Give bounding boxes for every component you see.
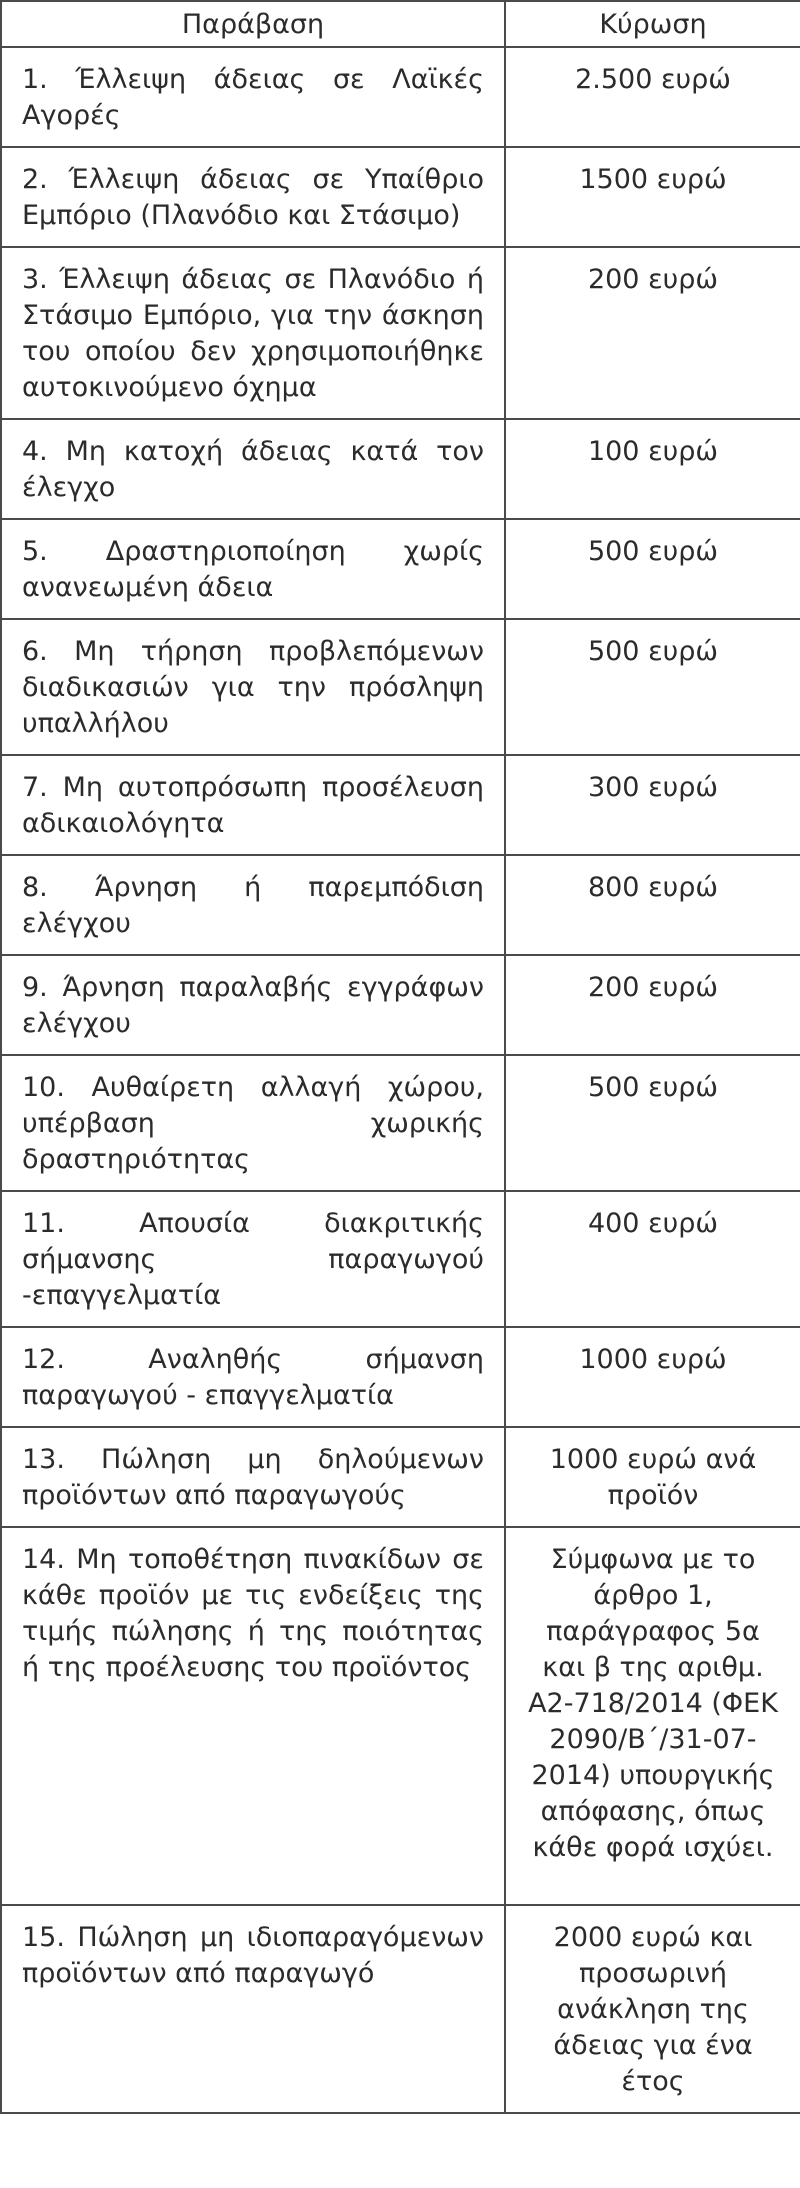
penalty-cell: 400 ευρώ xyxy=(505,1191,800,1327)
violation-cell xyxy=(1,955,505,1055)
row-number: 9. xyxy=(22,972,48,1003)
row-number: 6. xyxy=(22,636,48,667)
violation-cell xyxy=(1,247,505,419)
table-row xyxy=(1,1055,800,1191)
violation-text: Άρνηση ή παρεμπόδιση ελέγχου xyxy=(22,872,484,939)
violation-cell xyxy=(1,1427,505,1527)
header-violation: Παράβαση xyxy=(1,1,505,47)
table-row xyxy=(1,1191,800,1327)
violation-text: Έλλειψη άδειας σε Υπαίθριο Εμπόριο (Πλανόδιο και Στάσιμο) xyxy=(22,164,484,231)
violation-cell xyxy=(1,1055,505,1191)
row-number: 5. xyxy=(22,536,48,567)
header-penalty: Κύρωση xyxy=(505,1,800,47)
table-row xyxy=(1,1427,800,1527)
table-row xyxy=(1,247,800,419)
penalty-cell: 500 ευρώ xyxy=(505,1055,800,1191)
row-number: 2. xyxy=(22,164,48,195)
table-row xyxy=(1,619,800,755)
penalty-cell: 500 ευρώ xyxy=(505,519,800,619)
violation-cell xyxy=(1,855,505,955)
violation-cell xyxy=(1,419,505,519)
row-number: 14. xyxy=(22,1544,65,1575)
violation-cell xyxy=(1,619,505,755)
violation-cell xyxy=(1,147,505,247)
row-number: 3. xyxy=(22,264,48,295)
penalty-cell: 200 ευρώ xyxy=(505,247,800,419)
penalty-cell: 500 ευρώ xyxy=(505,619,800,755)
penalty-cell: 1000 ευρώ ανά προϊόν xyxy=(505,1427,800,1527)
violation-cell xyxy=(1,1905,505,2113)
violation-text: Αυθαίρετη αλλαγή χώρου, υπέρβαση χωρικής δραστηριότητας xyxy=(22,1072,484,1175)
table-row xyxy=(1,1527,800,1905)
row-number: 7. xyxy=(22,772,48,803)
table-row xyxy=(1,955,800,1055)
violation-text: Αναληθής σήμανση παραγωγού - επαγγελματία xyxy=(22,1344,484,1411)
penalty-cell: 1500 ευρώ xyxy=(505,147,800,247)
violation-cell xyxy=(1,1327,505,1427)
row-number: 8. xyxy=(22,872,48,903)
row-number: 12. xyxy=(22,1344,65,1375)
violation-text: Μη τοποθέτηση πινακίδων σε κάθε προϊόν με τις ενδείξεις της τιμής πώλησης ή της ποιότητας ή της προέλευσης του προϊόντος xyxy=(22,1544,484,1683)
violation-text: Άρνηση παραλαβής εγγράφων ελέγχου xyxy=(22,972,484,1039)
violation-text: Μη κατοχή άδειας κατά τον έλεγχο xyxy=(22,436,484,503)
penalty-cell: 2000 ευρώ και προσωρινή ανάκληση της άδειας για ένα έτος xyxy=(505,1905,800,2113)
table-row xyxy=(1,47,800,147)
violation-cell xyxy=(1,47,505,147)
penalty-cell: 2.500 ευρώ xyxy=(505,47,800,147)
violation-text: Έλλειψη άδειας σε Πλανόδιο ή Στάσιμο Εμπόριο, για την άσκηση του οποίου δεν χρησιμοποιήθηκε αυτοκινούμενο όχημα xyxy=(22,264,484,403)
penalty-cell: 1000 ευρώ xyxy=(505,1327,800,1427)
table-row xyxy=(1,1327,800,1427)
penalty-cell: 300 ευρώ xyxy=(505,755,800,855)
violation-cell xyxy=(1,519,505,619)
violation-text: Απουσία διακριτικής σήμανσης παραγωγού -επαγγελματία xyxy=(22,1208,484,1311)
violation-cell xyxy=(1,755,505,855)
violation-text: Πώληση μη ιδιοπαραγόμενων προϊόντων από παραγωγό xyxy=(22,1922,484,1989)
row-number: 4. xyxy=(22,436,48,467)
row-number: 1. xyxy=(22,64,48,95)
violation-text: Μη αυτοπρόσωπη προσέλευση αδικαιολόγητα xyxy=(22,772,484,839)
penalty-cell: 100 ευρώ xyxy=(505,419,800,519)
row-number: 15. xyxy=(22,1922,65,1953)
penalty-cell: 800 ευρώ xyxy=(505,855,800,955)
table-row xyxy=(1,519,800,619)
table-row xyxy=(1,755,800,855)
violation-text: Μη τήρηση προβλεπόμενων διαδικασιών για την πρόσληψη υπαλλήλου xyxy=(22,636,484,739)
row-number: 13. xyxy=(22,1444,65,1475)
penalty-cell: 200 ευρώ xyxy=(505,955,800,1055)
violation-text: Δραστηριοποίηση χωρίς ανανεωμένη άδεια xyxy=(22,536,484,603)
violation-text: Πώληση μη δηλούμενων προϊόντων από παραγωγούς xyxy=(22,1444,484,1511)
table-row xyxy=(1,1905,800,2113)
violation-cell xyxy=(1,1527,505,1905)
table-header-row xyxy=(1,1,800,47)
row-number: 11. xyxy=(22,1208,65,1239)
violation-text: Έλλειψη άδειας σε Λαϊκές Αγορές xyxy=(22,64,484,131)
violation-cell xyxy=(1,1191,505,1327)
table-row xyxy=(1,147,800,247)
penalty-cell: Σύμφωνα με το άρθρο 1, παράγραφος 5α και β της αριθμ. Α2-718/2014 (ΦΕΚ 2090/Β΄/31-07-2014) υπουργικής απόφασης, όπως κάθε φορά ισχύει. xyxy=(505,1527,800,1905)
table-row xyxy=(1,855,800,955)
table-row xyxy=(1,419,800,519)
row-number: 10. xyxy=(22,1072,65,1103)
